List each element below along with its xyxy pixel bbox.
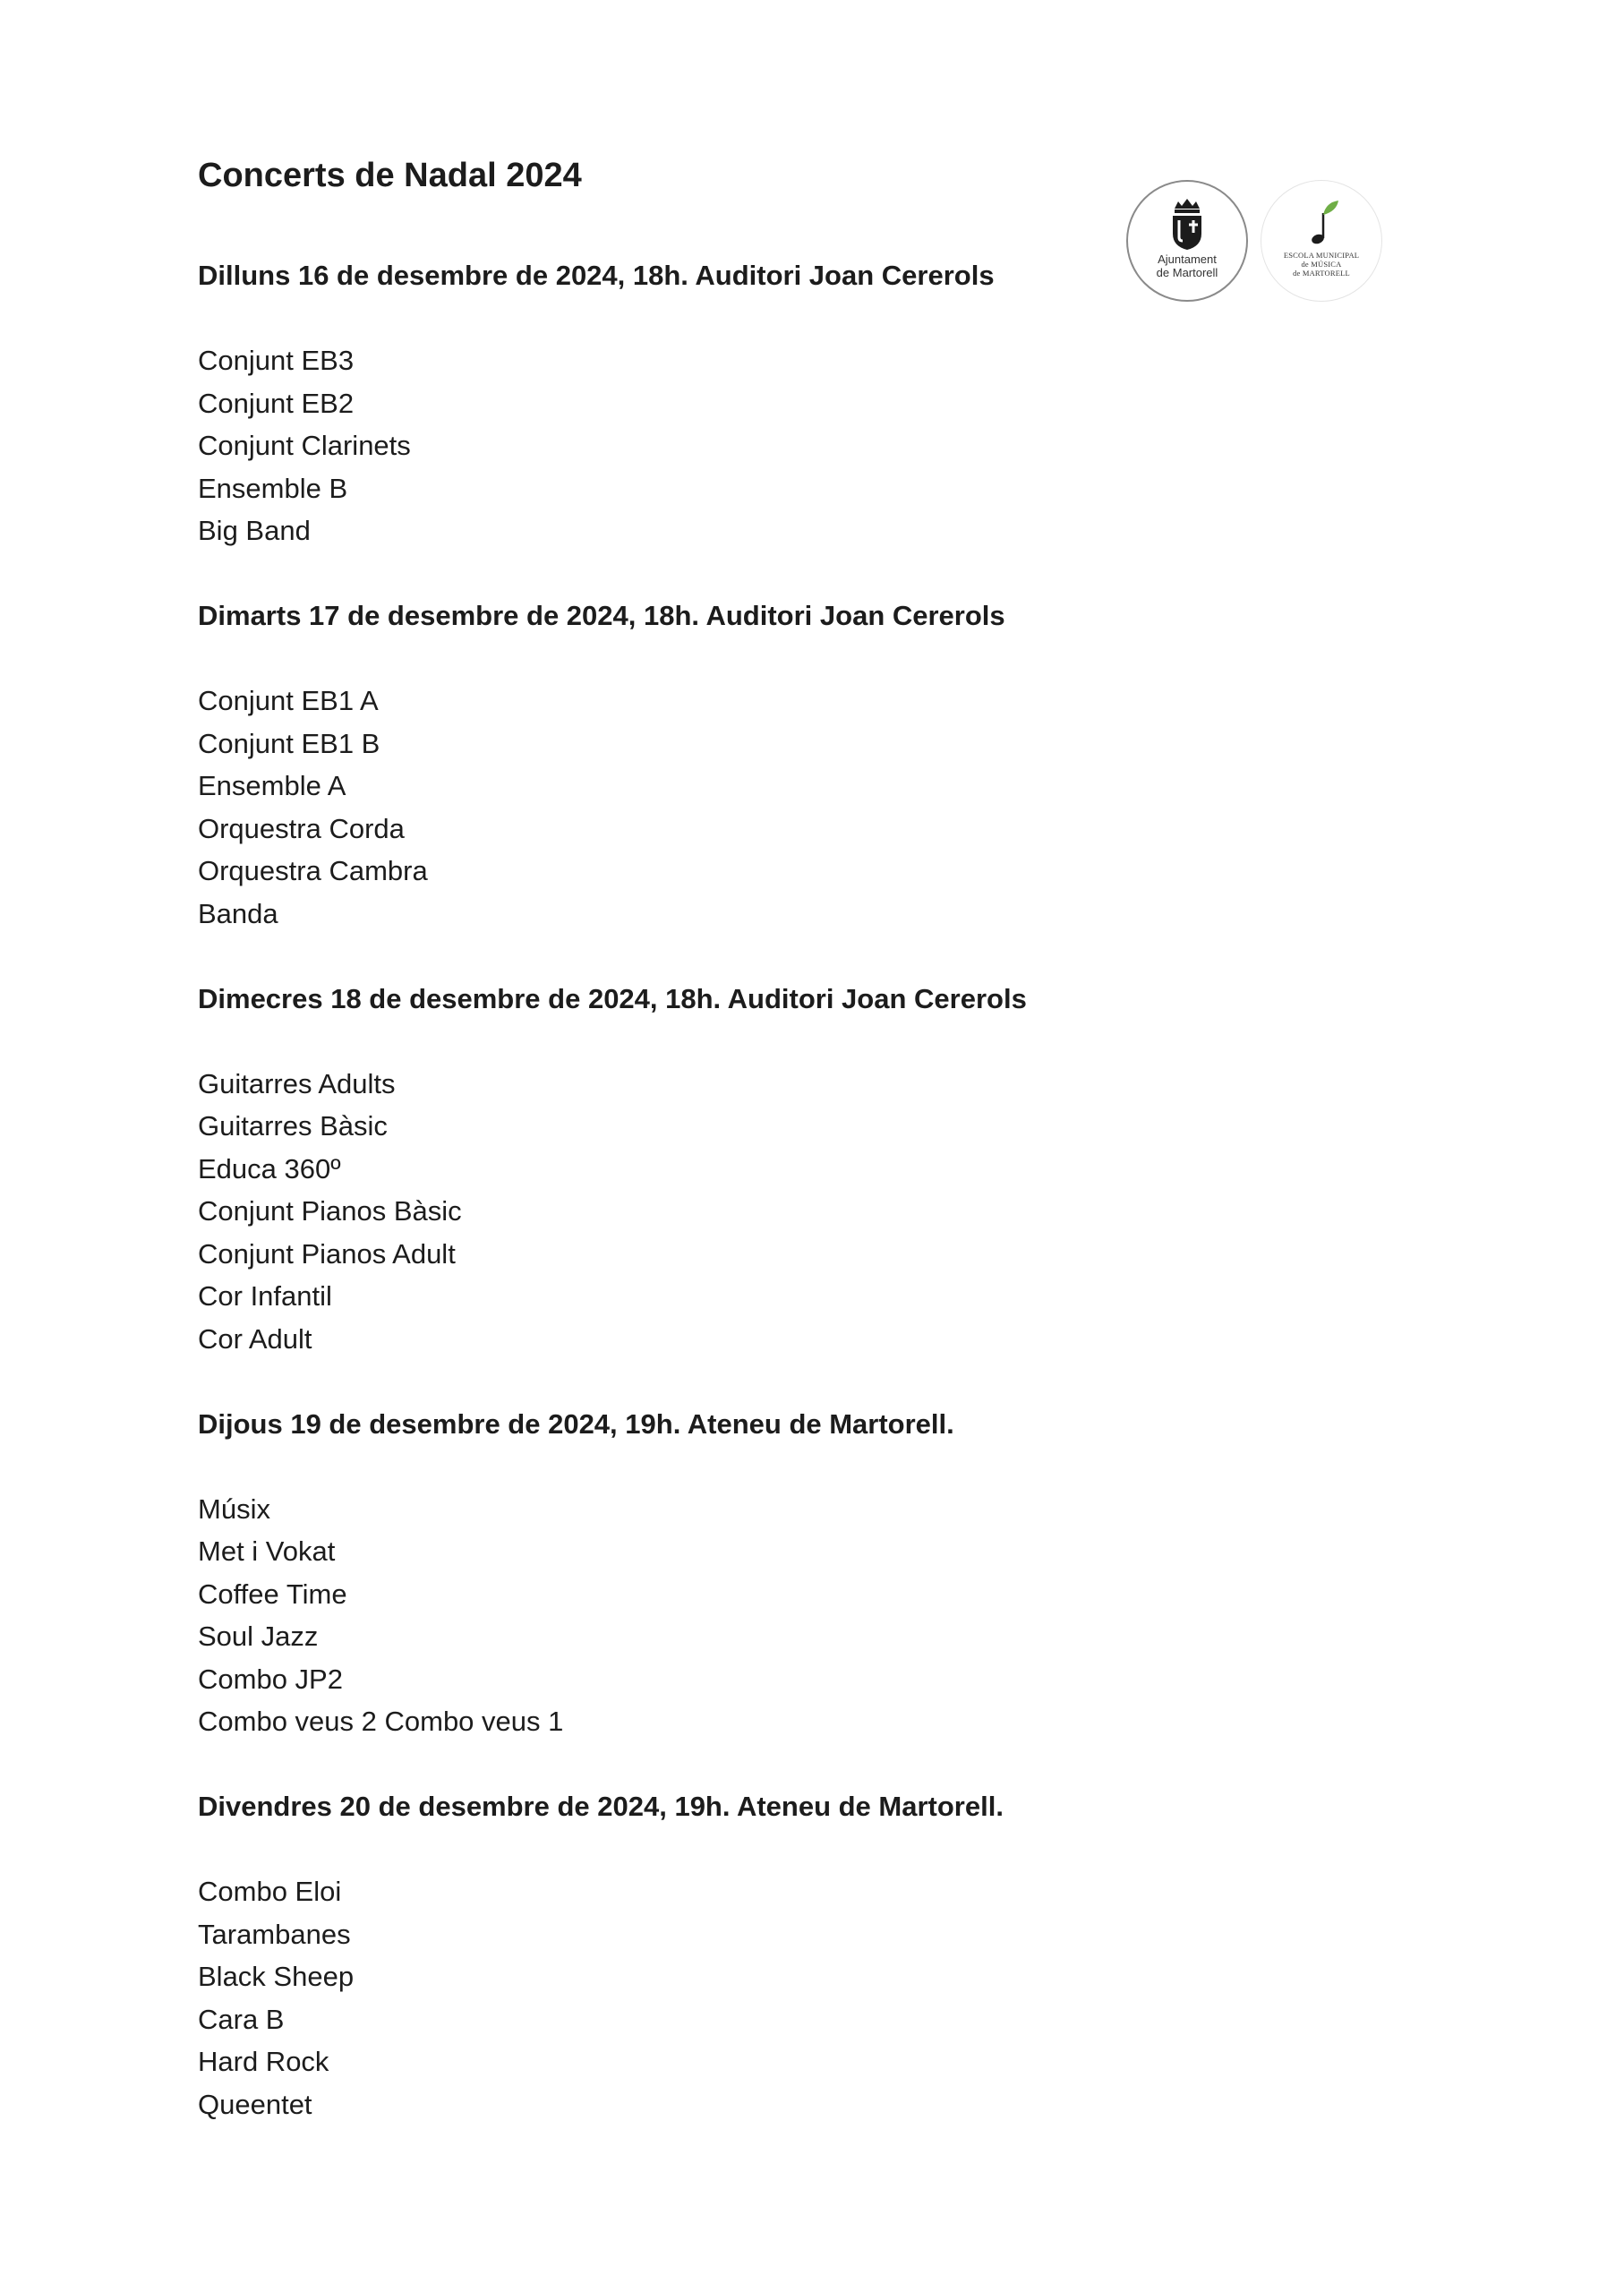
ensemble-item: Tarambanes: [198, 1918, 351, 1950]
concert-wednesday: [198, 978, 1272, 1361]
escola-logo-line3: de MARTORELL: [1293, 268, 1350, 278]
ensemble-item: Black Sheep: [198, 1961, 355, 1992]
ensemble-list: [198, 1488, 1272, 1743]
ensemble-item: Guitarres Adults: [198, 1067, 396, 1099]
ensemble-item: Combo Eloi: [198, 1876, 342, 1907]
ensemble-item: Ensemble B: [198, 472, 348, 504]
ensemble-list: [198, 339, 1272, 552]
ensemble-item: Ensemble A: [198, 770, 346, 801]
ensemble-item: Orquestra Cambra: [198, 855, 428, 886]
ensemble-item: Músix: [198, 1492, 270, 1525]
ensemble-item: Banda: [198, 897, 278, 929]
ensemble-item: Conjunt Pianos Bàsic: [198, 1195, 462, 1227]
ensemble-item: Conjunt Pianos Adult: [198, 1237, 456, 1270]
ensemble-item: Big Band: [198, 515, 311, 546]
ensemble-item: Soul Jazz: [198, 1621, 319, 1652]
ensemble-item: Conjunt EB2: [198, 387, 355, 419]
music-note-sprout-icon: [1261, 181, 1381, 301]
escola-logo: [1261, 180, 1382, 302]
escola-logo-line2: de MÚSICA: [1301, 259, 1342, 269]
concert-heading: Divendres 20 de desembre de 2024, 19h. Ateneu de Martorell.: [198, 1791, 1004, 1822]
concert-monday: [198, 254, 1272, 552]
ensemble-list: [198, 1063, 1272, 1361]
ensemble-item: Combo veus 2 Combo veus 1: [198, 1706, 564, 1737]
concert-tuesday: [198, 594, 1272, 935]
ensemble-item: Coffee Time: [198, 1578, 347, 1610]
ensemble-list: [198, 680, 1272, 935]
ensemble-item: Hard Rock: [198, 2046, 329, 2077]
ajuntament-logo-line2: de Martorell: [1156, 265, 1218, 279]
ensemble-item: Guitarres Bàsic: [198, 1110, 388, 1142]
ensemble-item: Cor Infantil: [198, 1280, 332, 1312]
ajuntament-logo-line1: Ajuntament: [1158, 252, 1217, 266]
ensemble-item: Educa 360º: [198, 1152, 341, 1184]
ensemble-item: Conjunt EB3: [198, 345, 355, 376]
ensemble-item: Combo JP2: [198, 1663, 343, 1695]
ensemble-item: Conjunt EB1 A: [198, 685, 379, 716]
ensemble-item: Met i Vokat: [198, 1535, 336, 1567]
concert-heading: Dimarts 17 de desembre de 2024, 18h. Auditori Joan Cererols: [198, 600, 1005, 631]
concert-heading: Dijous 19 de desembre de 2024, 19h. Ateneu de Martorell.: [198, 1407, 954, 1440]
ensemble-item: Conjunt Clarinets: [198, 430, 411, 461]
ensemble-item: Cara B: [198, 2003, 285, 2035]
escola-logo-line1: ESCOLA MUNICIPAL: [1283, 251, 1360, 260]
concert-friday: [198, 1785, 1272, 2125]
ensemble-item: Cor Adult: [198, 1322, 312, 1355]
concert-heading: Dimecres 18 de desembre de 2024, 18h. Auditori Joan Cererols: [198, 982, 1027, 1014]
ensemble-item: Orquestra Corda: [198, 812, 405, 844]
ensemble-item: Queentet: [198, 2088, 312, 2120]
page-title: Concerts de Nadal 2024: [198, 157, 582, 194]
concert-heading: Dilluns 16 de desembre de 2024, 18h. Auditori Joan Cererols: [198, 260, 995, 291]
ensemble-list: [198, 1870, 1272, 2125]
ensemble-item: Conjunt EB1 B: [198, 727, 380, 759]
concert-schedule: [198, 254, 1272, 2168]
concert-thursday: [198, 1403, 1272, 1743]
